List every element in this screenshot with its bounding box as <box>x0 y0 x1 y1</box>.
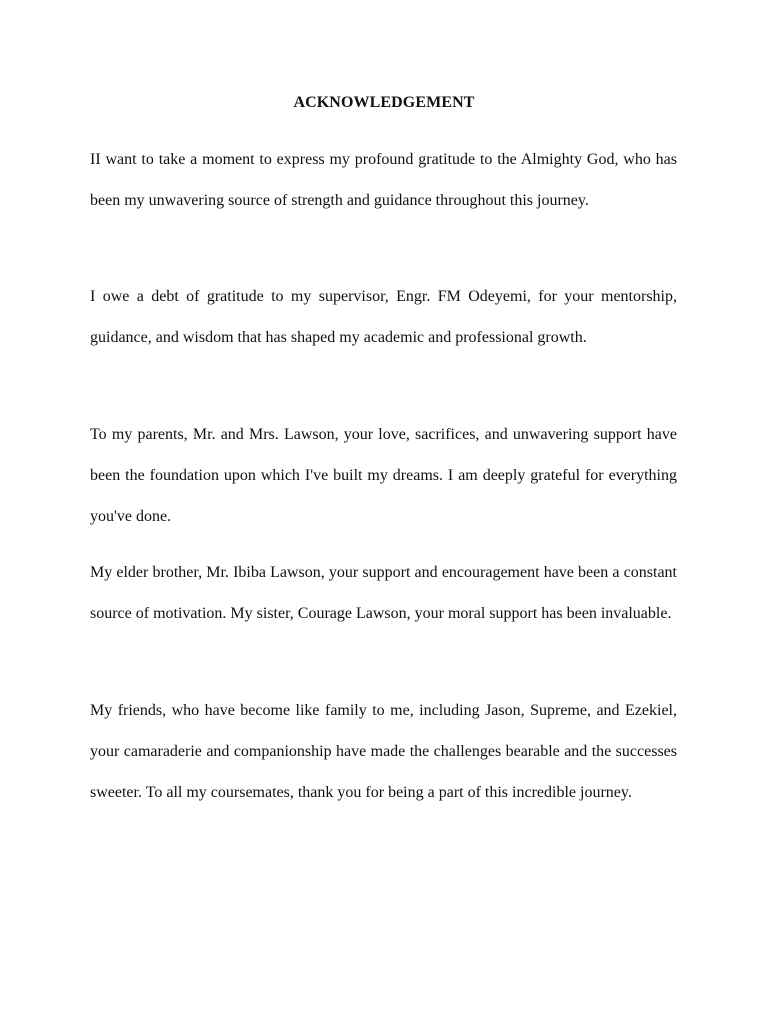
paragraph-friends: My friends, who have become like family to me, including Jason, Supreme, and Ezekiel, your camaraderie and companionship have made the challenges bearable and the successes sweeter. To all my coursemates, thank you for being a part of this incredible journey. <box>90 702 677 801</box>
paragraph-gratitude-god: II want to take a moment to express my profound gratitude to the Almighty God, who has been my unwavering source of strength and guidance throughout this journey. <box>90 151 677 209</box>
paragraph-supervisor: I owe a debt of gratitude to my supervisor, Engr. FM Odeyemi, for your mentorship, guidance, and wisdom that has shaped my academic and professional growth. <box>90 288 677 346</box>
page-title: ACKNOWLEDGEMENT <box>293 94 475 111</box>
paragraph-parents: To my parents, Mr. and Mrs. Lawson, your love, sacrifices, and unwavering support have been the foundation upon which I've built my dreams. I am deeply grateful for everything you've done. <box>90 426 677 525</box>
paragraph-siblings: My elder brother, Mr. Ibiba Lawson, your support and encouragement have been a constant source of motivation. My sister, Courage Lawson, your moral support has been invaluable. <box>90 564 677 622</box>
